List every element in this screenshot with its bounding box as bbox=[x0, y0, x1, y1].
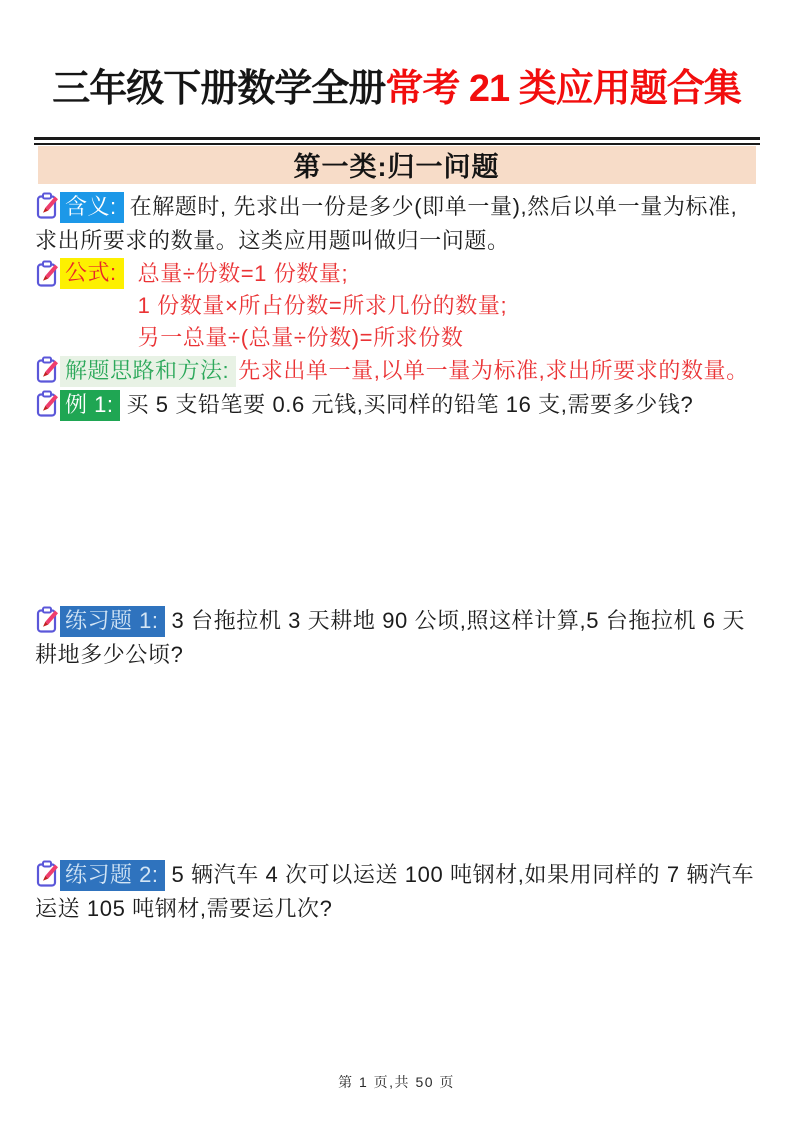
section-banner-label: 第一类:归一问题 bbox=[293, 152, 500, 183]
formula-lines bbox=[138, 258, 508, 354]
practice2-text: 5 辆汽车 4 次可以运送 100 吨钢材,如果用同样的 7 辆汽车运送 105 吨钢材,需要运几次? bbox=[35, 861, 755, 921]
practice1-paragraph bbox=[35, 604, 758, 672]
practice2-paragraph bbox=[35, 858, 758, 926]
practice1-label: 练习题 1: bbox=[60, 606, 165, 637]
method-paragraph bbox=[35, 354, 758, 388]
example1-label: 例 1: bbox=[60, 390, 120, 421]
formula-line: 总量÷份数=1 份数量; bbox=[137, 260, 349, 286]
meaning-text: 在解题时, 先求出一份是多少(即单一量),然后以单一量为标准,求出所要求的数量。这类应用题叫做归一问题。 bbox=[35, 193, 738, 253]
memo-icon bbox=[35, 390, 59, 418]
method-label: 解题思路和方法: bbox=[60, 356, 236, 387]
page-title-black: 三年级下册数学全册 bbox=[52, 68, 386, 111]
memo-icon bbox=[35, 192, 59, 220]
method-text: 先求出单一量,以单一量为标准,求出所要求的数量。 bbox=[238, 357, 749, 383]
page-content bbox=[0, 190, 793, 926]
example1-text: 买 5 支铅笔要 0.6 元钱,买同样的铅笔 16 支,需要多少钱? bbox=[126, 391, 694, 417]
section-banner bbox=[38, 146, 756, 184]
formula-line: 1 份数量×所占份数=所求几份的数量; bbox=[137, 292, 508, 318]
meaning-label: 含义: bbox=[60, 192, 124, 223]
title-divider bbox=[34, 137, 760, 145]
practice1-text: 3 台拖拉机 3 天耕地 90 公顷,照这样计算,5 台拖拉机 6 天耕地多少公顷? bbox=[35, 607, 746, 667]
page-title-red: 常考 21 类应用题合集 bbox=[385, 68, 741, 111]
page-footer: 第 1 页,共 50 页 bbox=[338, 1074, 455, 1090]
memo-icon bbox=[35, 260, 59, 288]
example1-paragraph bbox=[35, 388, 758, 422]
page-title bbox=[0, 25, 793, 111]
memo-icon bbox=[35, 606, 59, 634]
formula-label: 公式: bbox=[60, 258, 124, 289]
formula-line: 另一总量÷(总量÷份数)=所求份数 bbox=[137, 324, 464, 350]
meaning-paragraph bbox=[35, 190, 758, 258]
formula-paragraph bbox=[35, 258, 758, 354]
memo-icon bbox=[35, 356, 59, 384]
memo-icon bbox=[35, 860, 59, 888]
practice2-label: 练习题 2: bbox=[60, 860, 165, 891]
